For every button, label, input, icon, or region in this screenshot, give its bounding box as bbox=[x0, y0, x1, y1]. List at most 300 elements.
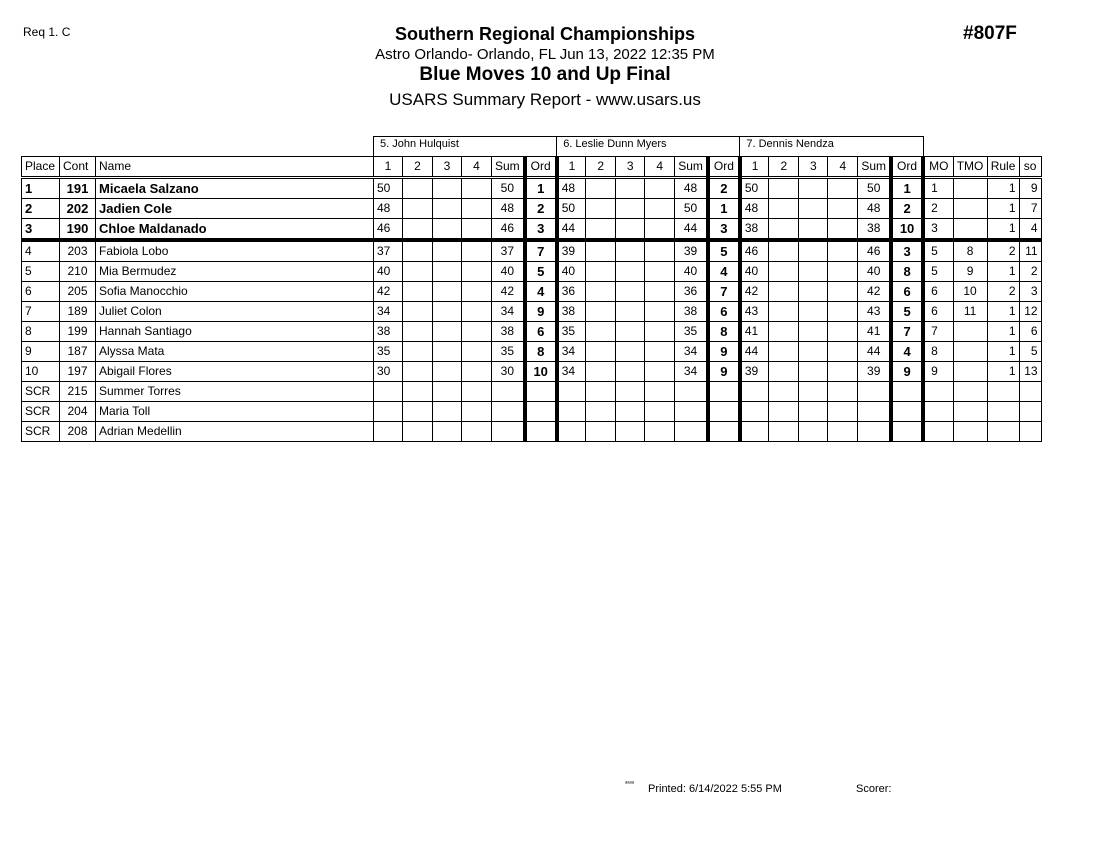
sum-cell: 48 bbox=[675, 178, 708, 199]
sum-cell: 38 bbox=[492, 322, 525, 342]
score-3-cell bbox=[616, 178, 645, 199]
results-table bbox=[21, 136, 1042, 442]
rule-cell: 1 bbox=[987, 362, 1019, 382]
sum-cell: 38 bbox=[858, 219, 891, 241]
tmo-cell bbox=[953, 322, 987, 342]
score-3-cell bbox=[616, 422, 645, 442]
score-1-cell: 34 bbox=[374, 302, 403, 322]
ord-cell: 2 bbox=[708, 178, 740, 199]
sum-cell: 37 bbox=[492, 240, 525, 262]
score-4-cell bbox=[462, 322, 492, 342]
tmo-cell: 8 bbox=[953, 240, 987, 262]
sum-cell: 42 bbox=[858, 282, 891, 302]
sum-cell bbox=[492, 382, 525, 402]
cont-cell: 189 bbox=[60, 302, 96, 322]
ord-cell: 1 bbox=[708, 199, 740, 219]
col-header-j6-4: 4 bbox=[645, 157, 675, 178]
score-4-cell bbox=[462, 362, 492, 382]
score-2-cell bbox=[769, 342, 799, 362]
score-4-cell bbox=[645, 382, 675, 402]
mo-cell: 8 bbox=[923, 342, 953, 362]
mo-cell: 6 bbox=[923, 302, 953, 322]
ord-cell: 9 bbox=[891, 362, 923, 382]
so-cell: 2 bbox=[1019, 262, 1041, 282]
score-3-cell bbox=[799, 178, 828, 199]
score-2-cell bbox=[769, 302, 799, 322]
score-1-cell: 34 bbox=[557, 342, 586, 362]
score-2-cell bbox=[586, 219, 616, 241]
score-4-cell bbox=[828, 302, 858, 322]
mo-cell: 7 bbox=[923, 322, 953, 342]
so-cell bbox=[1019, 382, 1041, 402]
col-header-j7-2: 2 bbox=[769, 157, 799, 178]
score-1-cell: 48 bbox=[374, 199, 403, 219]
col-header-j5-1: 1 bbox=[374, 157, 403, 178]
cont-cell: 204 bbox=[60, 402, 96, 422]
score-2-cell bbox=[586, 342, 616, 362]
score-1-cell: 41 bbox=[740, 322, 769, 342]
score-4-cell bbox=[645, 219, 675, 241]
score-3-cell bbox=[433, 302, 462, 322]
name-cell: Juliet Colon bbox=[96, 302, 374, 322]
col-header-j6-1: 1 bbox=[557, 157, 586, 178]
place-cell: 5 bbox=[22, 262, 60, 282]
name-cell: Adrian Medellin bbox=[96, 422, 374, 442]
table-row bbox=[22, 402, 1042, 422]
ord-cell: 5 bbox=[525, 262, 557, 282]
so-cell: 11 bbox=[1019, 240, 1041, 262]
sum-cell: 48 bbox=[492, 199, 525, 219]
score-2-cell bbox=[403, 342, 433, 362]
score-4-cell bbox=[462, 282, 492, 302]
score-1-cell bbox=[374, 422, 403, 442]
rule-cell bbox=[987, 402, 1019, 422]
col-header-j5-ord: Ord bbox=[525, 157, 557, 178]
mo-cell: 9 bbox=[923, 362, 953, 382]
sum-cell: 42 bbox=[492, 282, 525, 302]
score-4-cell bbox=[462, 402, 492, 422]
score-4-cell bbox=[828, 199, 858, 219]
ord-cell bbox=[708, 422, 740, 442]
cont-cell: 202 bbox=[60, 199, 96, 219]
score-4-cell bbox=[645, 342, 675, 362]
score-2-cell bbox=[403, 422, 433, 442]
score-3-cell bbox=[433, 262, 462, 282]
score-4-cell bbox=[645, 302, 675, 322]
ord-cell: 7 bbox=[708, 282, 740, 302]
cont-cell: 197 bbox=[60, 362, 96, 382]
sum-cell: 34 bbox=[675, 342, 708, 362]
table-row bbox=[22, 422, 1042, 442]
score-2-cell bbox=[403, 219, 433, 241]
mo-cell: 2 bbox=[923, 199, 953, 219]
name-cell: Jadien Cole bbox=[96, 199, 374, 219]
score-3-cell bbox=[799, 262, 828, 282]
tmo-cell bbox=[953, 199, 987, 219]
judge-6-header: 6. Leslie Dunn Myers bbox=[557, 137, 740, 157]
score-4-cell bbox=[462, 262, 492, 282]
score-4-cell bbox=[828, 422, 858, 442]
score-4-cell bbox=[645, 178, 675, 199]
sum-cell: 30 bbox=[492, 362, 525, 382]
place-cell: 9 bbox=[22, 342, 60, 362]
event-code: #807F bbox=[963, 23, 1017, 44]
ord-cell: 8 bbox=[708, 322, 740, 342]
score-3-cell bbox=[616, 362, 645, 382]
ord-cell: 4 bbox=[525, 282, 557, 302]
score-4-cell bbox=[462, 302, 492, 322]
table-row bbox=[22, 219, 1042, 241]
ord-cell bbox=[525, 402, 557, 422]
score-2-cell bbox=[586, 262, 616, 282]
score-2-cell bbox=[769, 219, 799, 241]
score-1-cell: 46 bbox=[374, 219, 403, 241]
rule-cell: 1 bbox=[987, 302, 1019, 322]
table-row bbox=[22, 382, 1042, 402]
place-cell: SCR bbox=[22, 402, 60, 422]
score-1-cell: 42 bbox=[374, 282, 403, 302]
cont-cell: 208 bbox=[60, 422, 96, 442]
sum-cell: 38 bbox=[675, 302, 708, 322]
ord-cell: 9 bbox=[708, 342, 740, 362]
cont-cell: 215 bbox=[60, 382, 96, 402]
tmo-cell: 11 bbox=[953, 302, 987, 322]
sum-cell bbox=[675, 402, 708, 422]
sum-cell: 41 bbox=[858, 322, 891, 342]
score-3-cell bbox=[433, 362, 462, 382]
score-2-cell bbox=[403, 178, 433, 199]
score-1-cell: 40 bbox=[557, 262, 586, 282]
score-2-cell bbox=[586, 382, 616, 402]
sum-cell: 36 bbox=[675, 282, 708, 302]
score-1-cell bbox=[557, 402, 586, 422]
sum-cell: 50 bbox=[858, 178, 891, 199]
sum-cell: 50 bbox=[492, 178, 525, 199]
mo-cell bbox=[923, 382, 953, 402]
score-4-cell bbox=[462, 342, 492, 362]
tmo-cell bbox=[953, 422, 987, 442]
ord-cell: 9 bbox=[525, 302, 557, 322]
ord-cell bbox=[525, 422, 557, 442]
score-3-cell bbox=[799, 219, 828, 241]
ord-cell: 5 bbox=[891, 302, 923, 322]
score-3-cell bbox=[433, 199, 462, 219]
mo-cell: 1 bbox=[923, 178, 953, 199]
sum-cell: 35 bbox=[492, 342, 525, 362]
mo-cell bbox=[923, 422, 953, 442]
cont-cell: 190 bbox=[60, 219, 96, 241]
score-1-cell: 44 bbox=[740, 342, 769, 362]
score-4-cell bbox=[462, 199, 492, 219]
score-3-cell bbox=[433, 422, 462, 442]
tmo-cell bbox=[953, 178, 987, 199]
score-4-cell bbox=[828, 178, 858, 199]
score-1-cell: 50 bbox=[374, 178, 403, 199]
mo-cell bbox=[923, 402, 953, 422]
report-title: USARS Summary Report - www.usars.us bbox=[389, 90, 701, 109]
col-header-j5-3: 3 bbox=[433, 157, 462, 178]
col-header-so: so bbox=[1019, 157, 1041, 178]
score-3-cell bbox=[616, 342, 645, 362]
score-2-cell bbox=[586, 302, 616, 322]
score-4-cell bbox=[645, 240, 675, 262]
score-3-cell bbox=[799, 422, 828, 442]
place-cell: 7 bbox=[22, 302, 60, 322]
printed-timestamp: Printed: 6/14/2022 5:55 PM bbox=[648, 783, 782, 795]
score-3-cell bbox=[799, 402, 828, 422]
score-1-cell: 44 bbox=[557, 219, 586, 241]
score-1-cell bbox=[740, 382, 769, 402]
place-cell: 2 bbox=[22, 199, 60, 219]
score-3-cell bbox=[433, 219, 462, 241]
score-3-cell bbox=[616, 219, 645, 241]
table-row bbox=[22, 362, 1042, 382]
score-1-cell bbox=[374, 402, 403, 422]
score-3-cell bbox=[616, 322, 645, 342]
score-1-cell: 35 bbox=[557, 322, 586, 342]
ord-cell bbox=[891, 402, 923, 422]
place-cell: 4 bbox=[22, 240, 60, 262]
ord-cell: 6 bbox=[708, 302, 740, 322]
rule-cell: 1 bbox=[987, 219, 1019, 241]
score-2-cell bbox=[403, 382, 433, 402]
score-2-cell bbox=[403, 262, 433, 282]
score-2-cell bbox=[403, 282, 433, 302]
col-header-j7-4: 4 bbox=[828, 157, 858, 178]
name-cell: Alyssa Mata bbox=[96, 342, 374, 362]
ord-cell: 10 bbox=[525, 362, 557, 382]
score-3-cell bbox=[433, 322, 462, 342]
name-cell: Abigail Flores bbox=[96, 362, 374, 382]
rule-cell: 1 bbox=[987, 199, 1019, 219]
score-3-cell bbox=[799, 282, 828, 302]
score-1-cell: 48 bbox=[740, 199, 769, 219]
score-2-cell bbox=[586, 282, 616, 302]
tmo-cell bbox=[953, 219, 987, 241]
score-1-cell bbox=[557, 382, 586, 402]
tmo-cell: 10 bbox=[953, 282, 987, 302]
score-2-cell bbox=[403, 322, 433, 342]
column-header-row bbox=[22, 157, 1042, 178]
col-header-j7-sum: Sum bbox=[858, 157, 891, 178]
ord-cell: 1 bbox=[891, 178, 923, 199]
name-cell: Hannah Santiago bbox=[96, 322, 374, 342]
score-2-cell bbox=[586, 362, 616, 382]
ord-cell bbox=[891, 382, 923, 402]
score-1-cell bbox=[740, 422, 769, 442]
sum-cell: 40 bbox=[492, 262, 525, 282]
score-1-cell: 50 bbox=[557, 199, 586, 219]
so-cell bbox=[1019, 422, 1041, 442]
sum-cell: 40 bbox=[858, 262, 891, 282]
score-2-cell bbox=[769, 402, 799, 422]
score-3-cell bbox=[799, 302, 828, 322]
score-3-cell bbox=[433, 382, 462, 402]
score-3-cell bbox=[616, 240, 645, 262]
request-label: Req 1. C bbox=[23, 25, 71, 39]
score-1-cell: 38 bbox=[740, 219, 769, 241]
score-4-cell bbox=[828, 382, 858, 402]
sum-cell: 39 bbox=[675, 240, 708, 262]
sum-cell: 43 bbox=[858, 302, 891, 322]
score-3-cell bbox=[433, 240, 462, 262]
score-4-cell bbox=[462, 240, 492, 262]
tmo-cell bbox=[953, 362, 987, 382]
so-cell: 5 bbox=[1019, 342, 1041, 362]
cont-cell: 205 bbox=[60, 282, 96, 302]
sum-cell: 48 bbox=[858, 199, 891, 219]
table-row bbox=[22, 302, 1042, 322]
judge-5-header: 5. John Hulquist bbox=[374, 137, 557, 157]
ord-cell: 6 bbox=[891, 282, 923, 302]
col-header-mo: MO bbox=[923, 157, 953, 178]
score-4-cell bbox=[828, 262, 858, 282]
ord-cell: 8 bbox=[525, 342, 557, 362]
score-4-cell bbox=[828, 282, 858, 302]
ord-cell bbox=[708, 382, 740, 402]
ord-cell: 2 bbox=[525, 199, 557, 219]
score-4-cell bbox=[645, 402, 675, 422]
score-1-cell bbox=[374, 382, 403, 402]
sum-cell: 50 bbox=[675, 199, 708, 219]
ord-cell: 3 bbox=[891, 240, 923, 262]
score-2-cell bbox=[403, 362, 433, 382]
score-4-cell bbox=[645, 422, 675, 442]
so-cell: 4 bbox=[1019, 219, 1041, 241]
score-4-cell bbox=[828, 240, 858, 262]
score-3-cell bbox=[616, 262, 645, 282]
cont-cell: 203 bbox=[60, 240, 96, 262]
sum-cell bbox=[858, 402, 891, 422]
table-row bbox=[22, 262, 1042, 282]
col-header-j5-4: 4 bbox=[462, 157, 492, 178]
table-row bbox=[22, 282, 1042, 302]
name-cell: Sofia Manocchio bbox=[96, 282, 374, 302]
score-1-cell: 39 bbox=[557, 240, 586, 262]
score-3-cell bbox=[433, 342, 462, 362]
score-2-cell bbox=[403, 240, 433, 262]
judge-7-header: 7. Dennis Nendza bbox=[740, 137, 923, 157]
col-header-j6-2: 2 bbox=[586, 157, 616, 178]
tmo-cell bbox=[953, 342, 987, 362]
col-header-j6-sum: Sum bbox=[675, 157, 708, 178]
cont-cell: 199 bbox=[60, 322, 96, 342]
ord-cell: 5 bbox=[708, 240, 740, 262]
ord-cell bbox=[525, 382, 557, 402]
scorer-label: Scorer: bbox=[856, 783, 892, 795]
sum-cell: 46 bbox=[492, 219, 525, 241]
col-header-name: Name bbox=[96, 157, 374, 178]
name-cell: Fabiola Lobo bbox=[96, 240, 374, 262]
ord-cell: 1 bbox=[525, 178, 557, 199]
score-1-cell: 50 bbox=[740, 178, 769, 199]
score-4-cell bbox=[462, 422, 492, 442]
score-3-cell bbox=[616, 282, 645, 302]
score-1-cell: 37 bbox=[374, 240, 403, 262]
score-1-cell: 39 bbox=[740, 362, 769, 382]
competition-title: Southern Regional Championships bbox=[394, 24, 695, 44]
col-header-cont: Cont bbox=[60, 157, 96, 178]
score-2-cell bbox=[769, 282, 799, 302]
name-cell: Micaela Salzano bbox=[96, 178, 374, 199]
table-row bbox=[22, 178, 1042, 199]
score-1-cell bbox=[740, 402, 769, 422]
score-1-cell: 48 bbox=[557, 178, 586, 199]
col-header-rule: Rule bbox=[987, 157, 1019, 178]
rule-cell bbox=[987, 382, 1019, 402]
score-2-cell bbox=[586, 199, 616, 219]
score-3-cell bbox=[433, 178, 462, 199]
ord-cell: 8 bbox=[891, 262, 923, 282]
score-3-cell bbox=[799, 240, 828, 262]
score-1-cell: 30 bbox=[374, 362, 403, 382]
sum-cell bbox=[675, 422, 708, 442]
mo-cell: 3 bbox=[923, 219, 953, 241]
col-header-j6-ord: Ord bbox=[708, 157, 740, 178]
rule-cell: 1 bbox=[987, 342, 1019, 362]
so-cell: 13 bbox=[1019, 362, 1041, 382]
name-cell: Mia Bermudez bbox=[96, 262, 374, 282]
col-header-j7-1: 1 bbox=[740, 157, 769, 178]
cont-cell: 210 bbox=[60, 262, 96, 282]
table-row bbox=[22, 322, 1042, 342]
score-1-cell: 34 bbox=[557, 362, 586, 382]
sum-cell: 44 bbox=[858, 342, 891, 362]
score-3-cell bbox=[616, 199, 645, 219]
rule-cell bbox=[987, 422, 1019, 442]
tmo-cell bbox=[953, 402, 987, 422]
ord-cell: 7 bbox=[891, 322, 923, 342]
score-2-cell bbox=[586, 178, 616, 199]
score-3-cell bbox=[799, 342, 828, 362]
tmo-cell: 9 bbox=[953, 262, 987, 282]
ord-cell: 7 bbox=[525, 240, 557, 262]
score-2-cell bbox=[769, 199, 799, 219]
col-header-j5-sum: Sum bbox=[492, 157, 525, 178]
score-1-cell: 38 bbox=[557, 302, 586, 322]
ord-cell: 9 bbox=[708, 362, 740, 382]
score-3-cell bbox=[433, 282, 462, 302]
score-2-cell bbox=[586, 322, 616, 342]
score-4-cell bbox=[462, 382, 492, 402]
score-2-cell bbox=[586, 422, 616, 442]
score-2-cell bbox=[403, 199, 433, 219]
sum-cell: 40 bbox=[675, 262, 708, 282]
sum-cell bbox=[492, 402, 525, 422]
col-header-j6-3: 3 bbox=[616, 157, 645, 178]
table-row bbox=[22, 342, 1042, 362]
place-cell: 1 bbox=[22, 178, 60, 199]
sum-cell: 39 bbox=[858, 362, 891, 382]
score-4-cell bbox=[645, 199, 675, 219]
score-3-cell bbox=[616, 402, 645, 422]
score-2-cell bbox=[403, 402, 433, 422]
cont-cell: 187 bbox=[60, 342, 96, 362]
so-cell: 12 bbox=[1019, 302, 1041, 322]
score-4-cell bbox=[828, 219, 858, 241]
score-2-cell bbox=[769, 362, 799, 382]
score-1-cell: 42 bbox=[740, 282, 769, 302]
score-1-cell: 35 bbox=[374, 342, 403, 362]
rule-cell: 1 bbox=[987, 262, 1019, 282]
sum-cell bbox=[492, 422, 525, 442]
venue-date: Astro Orlando- Orlando, FL Jun 13, 2022 12:35 PM bbox=[375, 46, 715, 63]
score-2-cell bbox=[586, 402, 616, 422]
sum-cell: 34 bbox=[492, 302, 525, 322]
sum-cell bbox=[675, 382, 708, 402]
score-1-cell bbox=[557, 422, 586, 442]
score-3-cell bbox=[799, 382, 828, 402]
